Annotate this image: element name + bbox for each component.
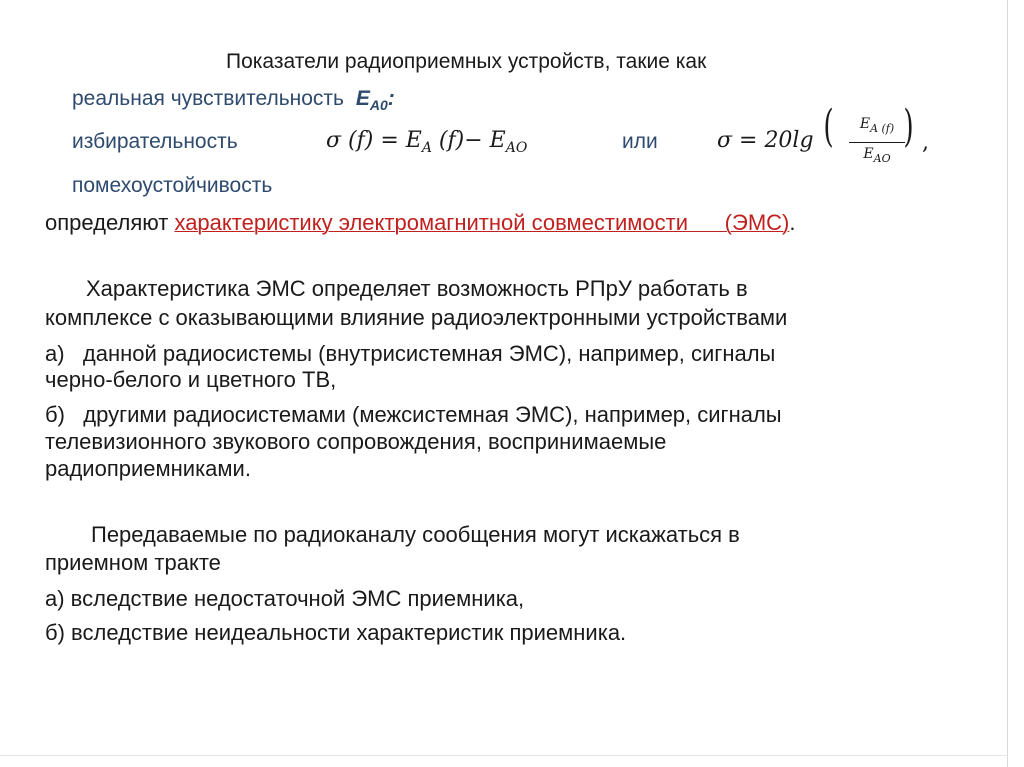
log-formula-denominator: $E_{AO}$ [863, 146, 891, 165]
paragraph1-line1: Характеристика ЭМС определяет возможность РПрУ работать в [86, 276, 748, 301]
slide-border-right [1007, 0, 1008, 767]
or-word: или [622, 130, 658, 153]
intro-heading: Показатели радиоприемных устройств, такие как [226, 50, 707, 73]
sensitivity-line: реальная чувствительность $E_{A0}$: [72, 87, 395, 114]
slide-border-bottom [0, 755, 1008, 756]
fraction-bar [849, 142, 905, 143]
paragraph2-line1: Передаваемые по радиоканалу сообщения могут искажаться в [91, 522, 740, 547]
paragraph2-item-b: б) вследствие неидеальности характеристик приемника. [45, 620, 627, 645]
paragraph1-line2: комплексе с оказывающими влияние радиоэлектронными устройствами [45, 305, 788, 330]
paragraph2-item-a: а) вследствие недостаточной ЭМС приемника, [45, 586, 525, 611]
log-formula-left: σ = 20lg [717, 128, 814, 153]
left-paren-symbol: ( [823, 101, 834, 152]
paragraph2-line2: приемном тракте [45, 550, 221, 575]
emc-characteristic-link[interactable]: характеристику электромагнитной совместимости (ЭМС) [174, 210, 790, 235]
sensitivity-symbol: $E_{A0}$ [355, 87, 388, 114]
formula-comma: , [922, 130, 929, 155]
selectivity-formula: σ $(f) = E_A$ $(f)- E_{AO}$ [326, 128, 528, 156]
sensitivity-label: реальная чувствительность [72, 87, 344, 110]
emc-definition-line: определяют характеристику электромагнитной совместимости (ЭМС). [45, 210, 796, 235]
selectivity-label: избирательность [72, 130, 238, 153]
paragraph1-item-a-line1: а) данной радиосистемы (внутрисистемная ЭМС), например, сигналы [45, 341, 776, 366]
paragraph1-item-b-line1: б) другими радиосистемами (межсистемная ЭМС), например, сигналы [45, 402, 782, 427]
noise-immunity-label: помехоустойчивость [72, 174, 273, 197]
paragraph1-item-b-line2: телевизионного звукового сопровождения, воспринимаемые [45, 429, 667, 454]
log-formula-numerator: $E_{A (f)}$ [859, 116, 895, 135]
paragraph1-item-b-line3: радиоприемниками. [45, 456, 251, 481]
paragraph1-item-a-line2: черно-белого и цветного ТВ, [45, 367, 337, 392]
right-paren-symbol: ) [903, 101, 914, 152]
